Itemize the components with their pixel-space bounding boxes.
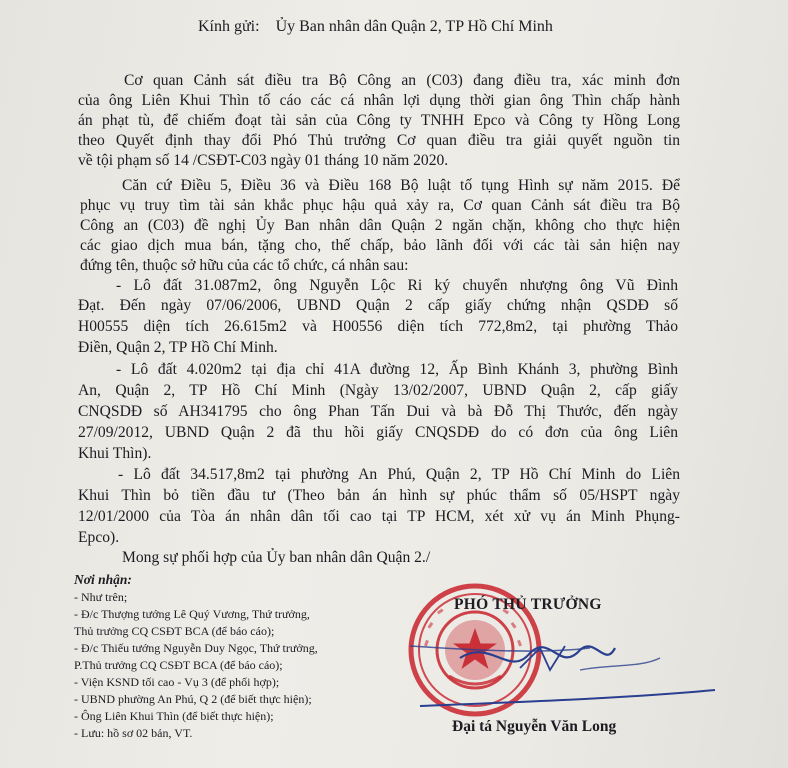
recipient-item: - Đ/c Thiếu tướng Nguyễn Duy Ngọc, Thứ trưởng, — [74, 641, 318, 655]
body-line: H00555 diện tích 26.615m2 và H00556 diện tích 772,8m2, tại phường Thảo — [78, 318, 678, 335]
handwritten-signature-icon — [400, 628, 720, 718]
body-line: theo Quyết định thay đổi Phó Thủ trưởng Cơ quan điều tra giải quyết nguồn tin — [78, 132, 680, 149]
recipient-item: - UBND phường An Phú, Q 2 (để biết thực hiện); — [74, 692, 312, 706]
recipient-item: - Như trên; — [74, 590, 128, 604]
recipients-heading: Nơi nhận: — [74, 572, 132, 587]
body-line: Cơ quan Cảnh sát điều tra Bộ Công an (C03) đang điều tra, xác minh đơn — [124, 72, 680, 89]
body-line: - Lô đất 31.087m2, ông Nguyễn Lộc Ri ký chuyển nhượng ông Vũ Đình — [116, 277, 678, 294]
body-line: Đạt. Đến ngày 07/06/2006, UBND Quận 2 cấp giấy chứng nhận QSDĐ số — [78, 297, 678, 314]
body-line: - Lô đất 4.020m2 tại địa chỉ 41A đường 12, Ấp Bình Khánh 3, phường Bình — [116, 361, 678, 378]
body-line: Khui Thìn bỏ tiền đầu tư (Theo bản án hình sự phúc thẩm số 05/HSPT ngày — [78, 487, 680, 504]
body-line: các giao dịch mua bán, tặng cho, thế chấp, bảo lãnh đối với các tài sản hiện nay — [80, 237, 680, 254]
body-line: phục vụ truy tìm tài sản khắc phục hậu quả xảy ra, Cơ quan Cảnh sát điều tra Bộ — [80, 197, 680, 214]
body-line: An, Quận 2, TP Hồ Chí Minh (Ngày 13/02/2007, UBND Quận 2, cấp giấy — [78, 382, 678, 399]
body-line: Điền, Quận 2, TP Hồ Chí Minh. — [78, 339, 278, 356]
body-line: của ông Liên Khui Thìn tố cáo các cá nhân lợi dụng thời gian ông Thìn chấp hành — [78, 92, 680, 109]
body-line: Căn cứ Điều 5, Điều 36 và Điều 168 Bộ luật tố tụng Hình sự năm 2015. Để — [122, 177, 680, 194]
recipient-item: - Viện KSND tối cao - Vụ 3 (để phối hợp); — [74, 675, 280, 689]
body-line: 27/09/2012, UBND Quận 2 đã thu hồi giấy CNQSDĐ do có đơn của ông Liên — [78, 424, 678, 441]
body-line: về tội phạm số 14 /CSĐT-C03 ngày 01 tháng 10 năm 2020. — [78, 152, 449, 169]
addressee-value: Ủy Ban nhân dân Quận 2, TP Hồ Chí Minh — [275, 18, 553, 35]
body-line: Công an (C03) đề nghị Ủy Ban nhân dân Quận 2 ngăn chặn, không cho thực hiện — [80, 217, 680, 234]
recipient-item: Thủ trưởng CQ CSĐT BCA (để báo cáo); — [74, 624, 275, 638]
addressee-label: Kính gửi: — [198, 18, 260, 35]
body-line: CNQSDĐ số AH341795 cho ông Phan Tấn Dui và bà Đỗ Thị Thước, đến ngày — [78, 403, 678, 420]
recipient-item: - Ông Liên Khui Thìn (để biết thực hiện); — [74, 709, 274, 723]
body-line: Khui Thìn). — [78, 445, 152, 462]
recipient-item: - Lưu: hồ sơ 02 bản, VT. — [74, 726, 193, 740]
closing-line: Mong sự phối hợp của Ủy ban nhân dân Quận 2./ — [122, 549, 431, 566]
body-line: Epco). — [78, 529, 120, 546]
body-line: 12/01/2000 của Tòa án nhân dân tối cao tại TP HCM, xét xử vụ án Minh Phụng- — [78, 508, 680, 525]
signer-name: Đại tá Nguyễn Văn Long — [452, 718, 617, 735]
addressee-line — [198, 18, 553, 36]
recipient-item: P.Thủ trưởng CQ CSĐT BCA (để báo cáo); — [74, 658, 283, 672]
signer-title: PHÓ THỦ TRƯỞNG — [454, 596, 602, 613]
body-line: - Lô đất 34.517,8m2 tại phường An Phú, Quận 2, TP Hồ Chí Minh do Liên — [118, 466, 680, 483]
body-line: án phạt tù, để chiếm đoạt tài sản của Công ty TNHH Epco và Công ty Hồng Long — [78, 112, 680, 129]
body-line: đứng tên, thuộc sở hữu của các tổ chức, cá nhân sau: — [80, 257, 409, 274]
recipient-item: - Đ/c Thượng tướng Lê Quý Vương, Thứ trưởng, — [74, 607, 310, 621]
